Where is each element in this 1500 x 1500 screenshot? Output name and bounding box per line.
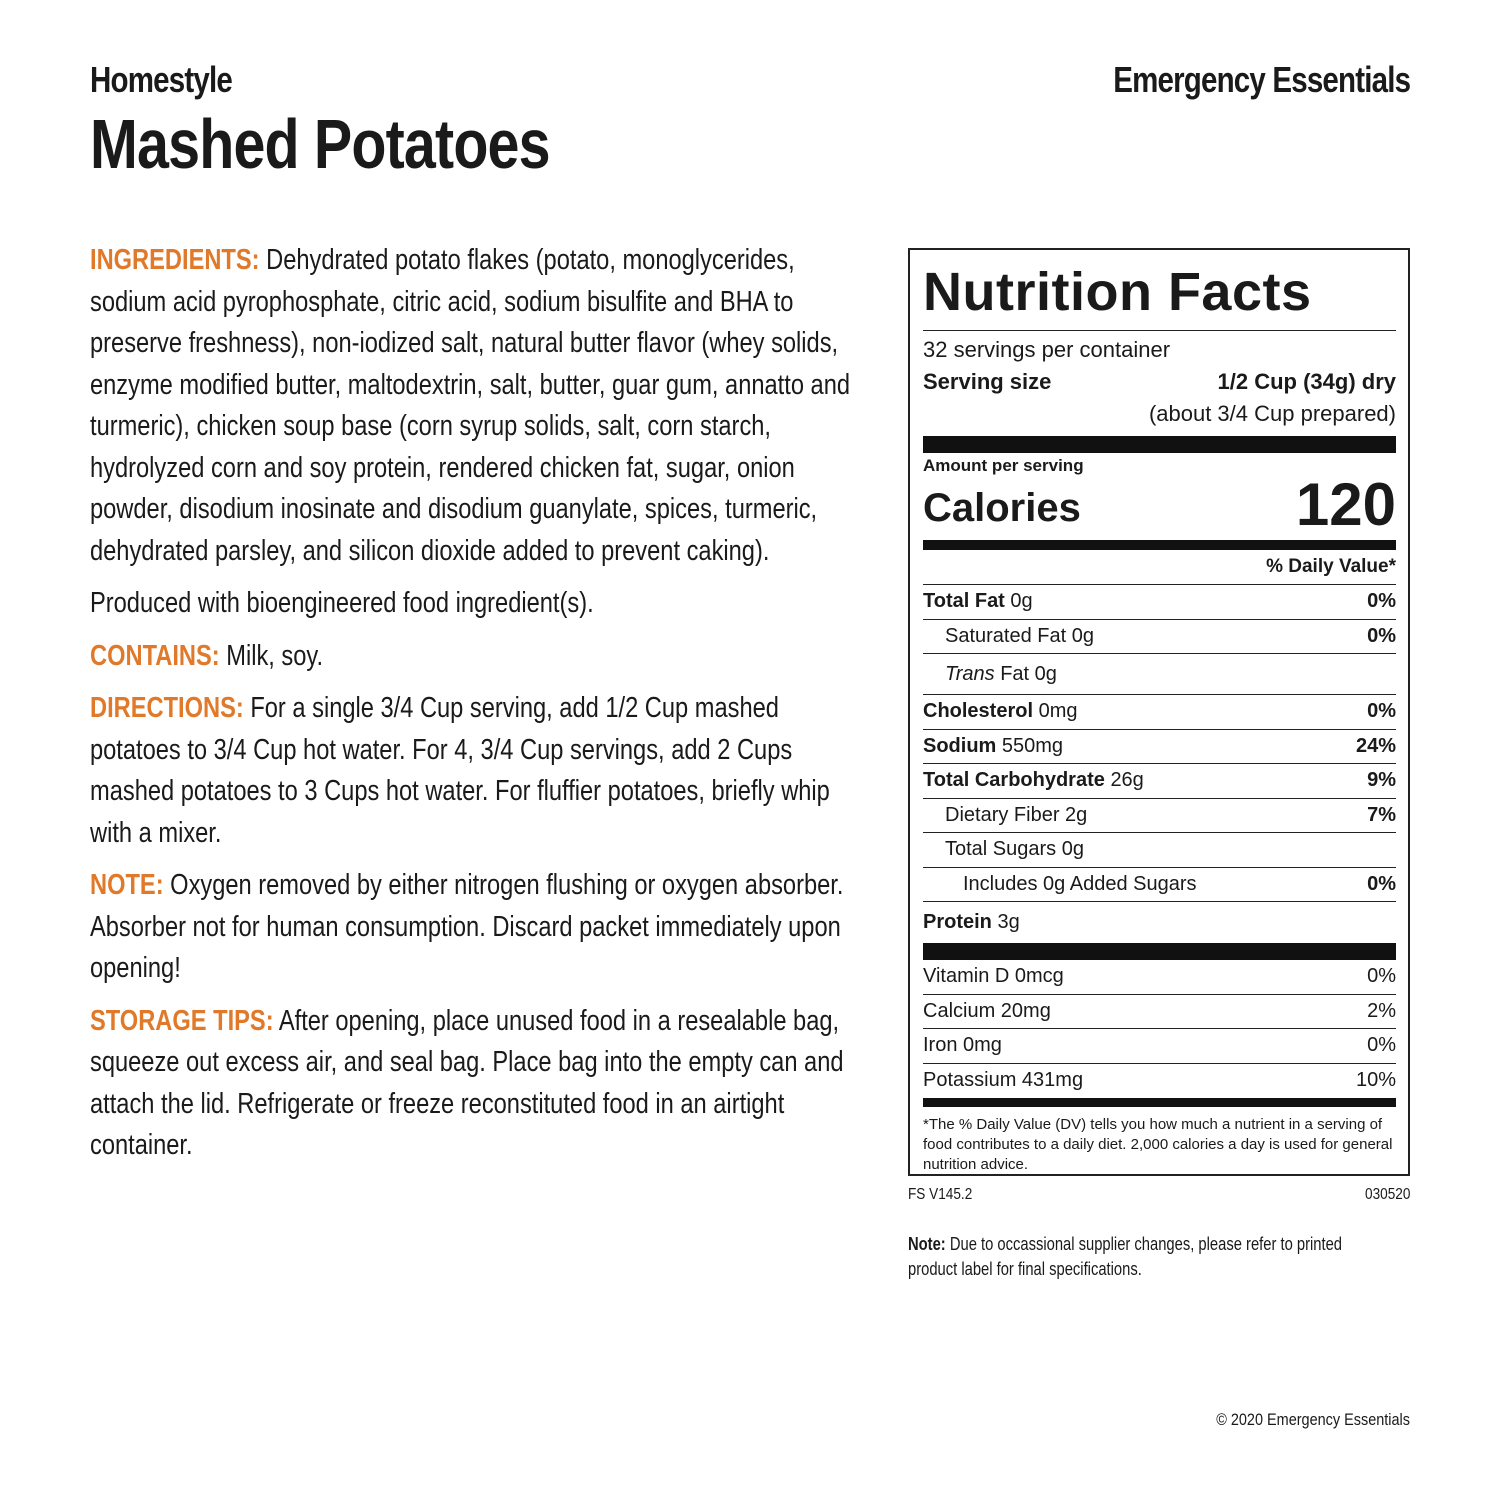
vitamin-row-iron: [923, 1029, 1396, 1064]
nutrient-name: Total Fat: [923, 590, 1005, 613]
product-subtitle: Homestyle: [90, 59, 232, 100]
nutrient-name: Includes 0g Added Sugars: [963, 872, 1197, 895]
nutrient-name: Sodium: [923, 734, 997, 757]
calories-row: [923, 471, 1396, 538]
vitamin-row-d: [923, 960, 1396, 995]
contains-text: Milk, soy.: [219, 639, 324, 672]
nutrient-name: Total Sugars: [945, 838, 1057, 861]
calories-value: 120: [1295, 471, 1396, 538]
serving-size-label: Serving size: [923, 369, 1052, 394]
directions-text: For a single 3/4 Cup serving, add 1/2 Cup mashed potatoes to 3/4 Cup hot water. For 4, 3/4 Cup servings, add 2 Cups mashed potatoes to 3 Cups hot water. For fluffier potatoes, briefly whip with a mixer.: [90, 692, 830, 849]
copyright: © 2020 Emergency Essentials: [1216, 1410, 1410, 1429]
nutrition-facts-panel: [908, 248, 1410, 1176]
note-text: Oxygen removed by either nitrogen flushing or oxygen absorber. Absorber not for human consumption. Discard packet immediately upon opening!: [90, 869, 844, 984]
nutrient-amount: 0g: [1071, 624, 1094, 647]
label-version: FS V145.2: [908, 1186, 973, 1203]
ingredients-text: Dehydrated potato flakes (potato, monoglycerides, sodium acid pyrophosphate, citric acid, sodium bisulfite and BHA to preserve freshness), non-iodized salt, natural butter flavor (whey solids, enzyme modified butter, maltodextrin, salt, butter, guar gum, annatto and turmeric), chicken soup base (corn syrup solids, salt, corn starch, hydrolyzed corn and soy protein, rendered chicken fat, sugar, onion powder, disodium inosinate and disodium guanylate, spices, turmeric, dehydrated parsley, and silicon dioxide added to prevent caking).: [90, 244, 851, 567]
supplier-note: [908, 1232, 1367, 1282]
serving-size-value: 1/2 Cup (34g) dry: [1217, 369, 1396, 394]
nutrition-facts-title: Nutrition Facts: [923, 262, 1312, 322]
directions-paragraph: [90, 688, 860, 854]
daily-value-header: % Daily Value*: [923, 550, 1396, 585]
ingredients-paragraph: [90, 240, 860, 572]
vitamin-name: Iron 0mg: [923, 1034, 1002, 1057]
nutrient-row-total-sugars: [923, 833, 1396, 868]
nutrient-amount: 26g: [1110, 769, 1144, 792]
nutrient-amount: 0g: [1010, 590, 1033, 613]
nutrient-dv: 0%: [1367, 624, 1396, 647]
serving-size-row: [923, 366, 1396, 398]
nutrient-amount: 2g: [1065, 803, 1088, 826]
nutrient-name: Fat: [994, 662, 1030, 685]
brand-name: Emergency Essentials: [1112, 59, 1410, 100]
contains-paragraph: [90, 636, 860, 678]
nutrient-name-italic: Trans: [945, 662, 995, 685]
nutrient-dv: 9%: [1367, 769, 1396, 792]
storage-text: After opening, place unused food in a resealable bag, squeeze out excess air, and seal bag. Place bag into the empty can and attach the lid. Refrigerate or freeze reconstituted food in an airtight container.: [90, 1004, 844, 1161]
nutrient-row-dietary-fiber: [923, 799, 1396, 834]
nutrient-name: Protein: [923, 911, 992, 933]
vitamin-row-calcium: [923, 995, 1396, 1030]
amount-per-serving: Amount per serving: [923, 456, 1084, 475]
product-info-column: [90, 240, 860, 1178]
servings-per-container: [923, 334, 1396, 366]
nutrient-row-sodium: [923, 730, 1396, 765]
storage-label: STORAGE TIPS:: [90, 1004, 274, 1037]
thick-divider: [923, 436, 1396, 453]
nutrient-row-trans-fat: [923, 654, 1396, 695]
thick-divider: [923, 943, 1396, 960]
nutrient-row-added-sugars: [923, 868, 1396, 903]
supplier-note-text: Due to occassional supplier changes, please refer to printed product label for final specifications.: [908, 1234, 1343, 1279]
directions-label: DIRECTIONS:: [90, 692, 244, 724]
nutrient-name: Dietary Fiber: [945, 803, 1060, 826]
vitamin-row-potassium: [923, 1064, 1396, 1099]
divider: [923, 330, 1396, 331]
nutrient-dv: 0%: [1367, 590, 1396, 613]
nutrient-row-total-fat: [923, 585, 1396, 620]
vitamin-dv: 0%: [1367, 1034, 1396, 1057]
nutrient-row-total-carbohydrate: [923, 764, 1396, 799]
serving-prepared-row: [923, 398, 1396, 430]
nutrient-row-saturated-fat: [923, 620, 1396, 655]
nutrient-amount: 0mg: [1038, 700, 1078, 723]
vitamin-dv: 2%: [1367, 999, 1396, 1022]
nutrient-dv: 24%: [1355, 734, 1396, 757]
nutrient-row-protein: [923, 902, 1396, 943]
storage-paragraph: [90, 1001, 860, 1167]
nutrient-amount: 0g: [1034, 662, 1057, 685]
medium-divider: [923, 540, 1396, 550]
note-label: NOTE:: [90, 869, 164, 901]
servings-text: 32 servings per container: [923, 337, 1171, 362]
vitamin-dv: 10%: [1355, 1069, 1396, 1092]
vitamin-name: Potassium 431mg: [923, 1069, 1084, 1092]
note-paragraph: [90, 865, 860, 990]
daily-value-footnote: *The % Daily Value (DV) tells you how much a nutrient in a serving of food contributes to a daily diet. 2,000 calories a day is used for general nutrition advice.: [923, 1116, 1393, 1173]
nutrient-row-cholesterol: [923, 695, 1396, 730]
nutrient-name: Cholesterol: [923, 700, 1034, 723]
nutrient-name: Saturated Fat: [945, 624, 1067, 647]
label-date-code: 030520: [1364, 1186, 1410, 1203]
medium-divider: [923, 1098, 1396, 1107]
calories-label: Calories: [923, 486, 1081, 530]
nutrient-amount: 0g: [1061, 838, 1084, 861]
nutrient-name: Total Carbohydrate: [923, 769, 1105, 792]
serving-prepared: (about 3/4 Cup prepared): [1148, 401, 1396, 426]
nutrient-dv: 0%: [1367, 872, 1396, 895]
ingredients-label: INGREDIENTS:: [90, 244, 260, 276]
nutrient-dv: 7%: [1367, 803, 1396, 826]
vitamin-name: Vitamin D 0mcg: [923, 965, 1064, 988]
product-title: Mashed Potatoes: [90, 105, 550, 183]
header-left: [90, 58, 651, 184]
nutrient-amount: 550mg: [1001, 734, 1064, 757]
vitamin-dv: 0%: [1367, 965, 1396, 988]
bioengineered-statement: Produced with bioengineered food ingredient(s).: [90, 587, 594, 619]
nutrient-amount: 3g: [997, 911, 1020, 933]
vitamin-name: Calcium 20mg: [923, 999, 1051, 1022]
contains-label: CONTAINS:: [90, 639, 220, 672]
supplier-note-label: Note:: [908, 1234, 946, 1254]
nutrient-dv: 0%: [1367, 700, 1396, 723]
